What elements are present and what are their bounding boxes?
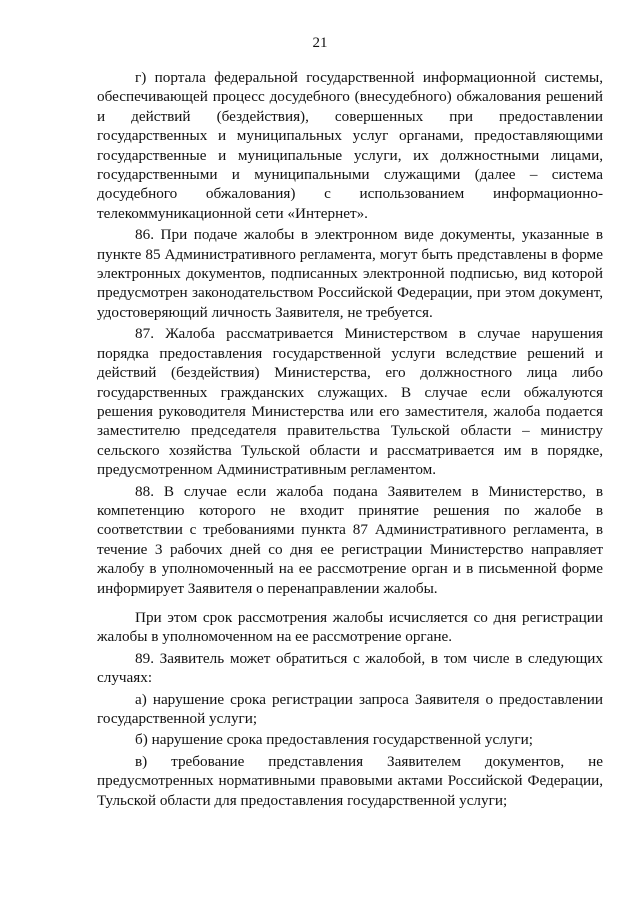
list-item-b: б) нарушение срока предоставления государственной услуги; bbox=[135, 731, 533, 749]
paragraph-87: 87. Жалоба рассматривается Министерством в случае нарушения порядка предоставления государственной услуги вследствие решений и действий (бездействия) Министерства, его должностного лица либо государственных гражданских служащих. В случае если обжалуются решения руководителя Министерства или его заместителя, жалоба подается заместителю председателя правительства Тульской области – министру сельского хозяйства Тульской области и рассматривается им в порядке, предусмотренном Административным регламентом. bbox=[97, 325, 603, 479]
page-number: 21 bbox=[312, 35, 328, 51]
paragraph-89: 89. Заявитель может обратиться с жалобой, в том числе в следующих случаях: bbox=[97, 649, 603, 687]
paragraph-review-term: При этом срок рассмотрения жалобы исчисляется со дня регистрации жалобы в уполномоченном на ее рассмотрение органе. bbox=[97, 608, 603, 646]
paragraph-86: 86. При подаче жалобы в электронном виде документы, указанные в пункте 85 Административного регламента, могут быть представлены в форме электронных документов, подписанных электронной подписью, вид которой предусмотрен законодательством Российской Федерации, при этом документ, удостоверяющий личность Заявителя, не требуется. bbox=[97, 226, 603, 321]
paragraph-88: 88. В случае если жалоба подана Заявителем в Министерство, в компетенцию которого не входит принятие решения по жалобе в соответствии с требованиями пункта 87 Административного регламента, в течение 3 рабочих дней со дня ее регистрации Министерство направляет жалобу в уполномоченный на ее рассмотрение орган и в письменной форме информирует Заявителя о перенаправлении жалобы. bbox=[97, 482, 603, 597]
paragraph-item-g: г) портала федеральной государственной информационной системы, обеспечивающей процесс досудебного (внесудебного) обжалования решений и действий (бездействия), совершенных при предоставлении государственных и муниципальных услуг органами, предоставляющими государственные и муниципальные услуги, их должностными лицами, государственными и муниципальными служащими (далее – система досудебного обжалования) с использованием информационно-телекоммуникационной сети «Интернет». bbox=[97, 69, 603, 222]
list-item-v: в) требование представления Заявителем документов, не предусмотренных нормативными правовыми актами Российской Федерации, Тульской области для предоставления государственной услуги; bbox=[97, 752, 603, 809]
list-item-a: а) нарушение срока регистрации запроса Заявителя о предоставлении государственной услуги; bbox=[97, 690, 603, 727]
document-body bbox=[97, 68, 603, 812]
